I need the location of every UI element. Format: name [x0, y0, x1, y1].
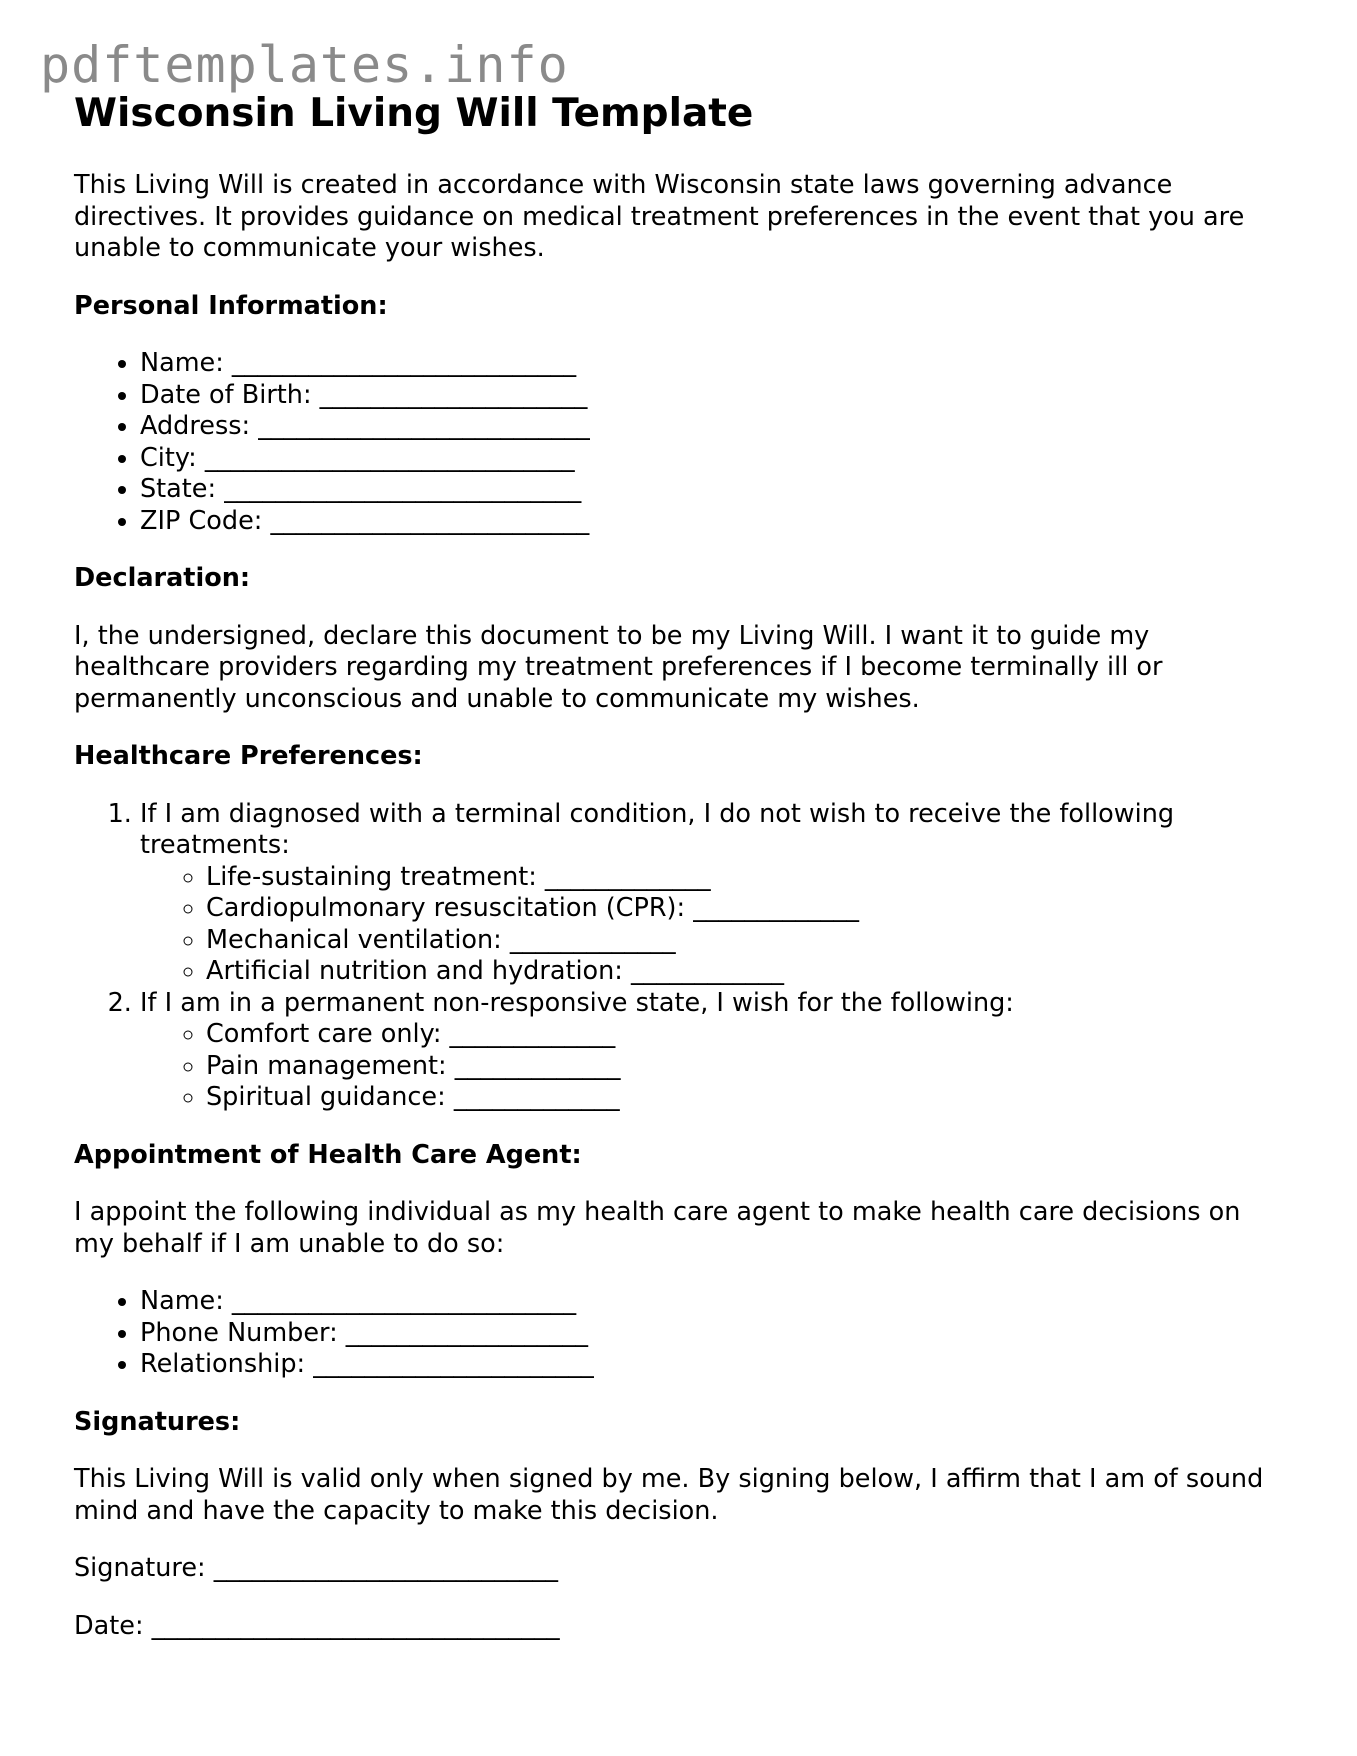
- personal-info-list: [74, 348, 1274, 537]
- declaration-heading: Declaration:: [74, 563, 251, 593]
- personal-info-heading: Personal Information:: [74, 290, 388, 321]
- comfort-care-field: ◦ Comfort care only: _____________: [206, 1019, 1274, 1051]
- agent-info-list: [74, 1286, 1274, 1381]
- life-sustaining-field: ◦ Life-sustaining treatment: _____________: [206, 862, 1274, 894]
- signatures-paragraph: This Living Will is valid only when signed by me. By signing below, I affirm that I am of sound mind and have the capacity to make this decision.: [74, 1464, 1264, 1526]
- personal-city-field: • City: _____________________________: [140, 443, 1274, 475]
- nutrition-field: ◦ Artificial nutrition and hydration: ____________: [206, 956, 1274, 988]
- preference-item-nonresponsive-text: If I am in a permanent non-responsive state, I wish for the following:: [140, 987, 1014, 1018]
- agent-paragraph: I appoint the following individual as my health care agent to make health care decisions on my behalf if I am unable to do so:: [74, 1197, 1241, 1259]
- cpr-field: ◦ Cardiopulmonary resuscitation (CPR): _____________: [206, 893, 1274, 925]
- preference-item-terminal-text: If I am diagnosed with a terminal condition, I do not wish to receive the following treatments:: [140, 798, 1175, 860]
- preferences-list: [74, 799, 1274, 1114]
- nonresponsive-wishes-list: [140, 1019, 1274, 1114]
- preference-item-nonresponsive: [140, 988, 1274, 1114]
- personal-state-field: • State: ____________________________: [140, 474, 1274, 506]
- agent-heading: Appointment of Health Care Agent:: [74, 1139, 582, 1170]
- intro-paragraph: This Living Will is created in accordance with Wisconsin state laws governing advance directives. It provides guidance on medical treatment preferences in the event that you are unable to communicate your wishes.: [74, 170, 1245, 263]
- date-field: Date: ________________________________: [74, 1610, 560, 1641]
- signature-field: Signature: ___________________________: [74, 1553, 558, 1583]
- agent-relationship-field: • Relationship: ______________________: [140, 1349, 1274, 1381]
- agent-phone-field: • Phone Number: ___________________: [140, 1318, 1274, 1350]
- personal-name-field: • Name: ___________________________: [140, 348, 1274, 380]
- watermark: pdftemplates.info: [40, 36, 569, 94]
- declaration-paragraph: I, the undersigned, declare this document to be my Living Will. I want it to guide my healthcare providers regarding my treatment preferences if I become terminally ill or permanently unconscious and unable to communicate my wishes.: [74, 620, 1163, 714]
- preferences-heading: Healthcare Preferences:: [74, 741, 423, 771]
- personal-zip-field: • ZIP Code: _________________________: [140, 506, 1274, 538]
- personal-address-field: • Address: __________________________: [140, 411, 1274, 443]
- pain-management-field: ◦ Pain management: _____________: [206, 1051, 1274, 1083]
- document-page: [74, 90, 1274, 1642]
- terminal-treatments-list: [140, 862, 1274, 988]
- ventilation-field: ◦ Mechanical ventilation: _____________: [206, 925, 1274, 957]
- personal-dob-field: • Date of Birth: _____________________: [140, 380, 1274, 412]
- spiritual-guidance-field: ◦ Spiritual guidance: _____________: [206, 1082, 1274, 1114]
- preference-item-terminal: [140, 799, 1274, 988]
- signatures-heading: Signatures:: [74, 1406, 241, 1437]
- agent-name-field: • Name: ___________________________: [140, 1286, 1274, 1318]
- page-title: Wisconsin Living Will Template: [74, 91, 754, 136]
